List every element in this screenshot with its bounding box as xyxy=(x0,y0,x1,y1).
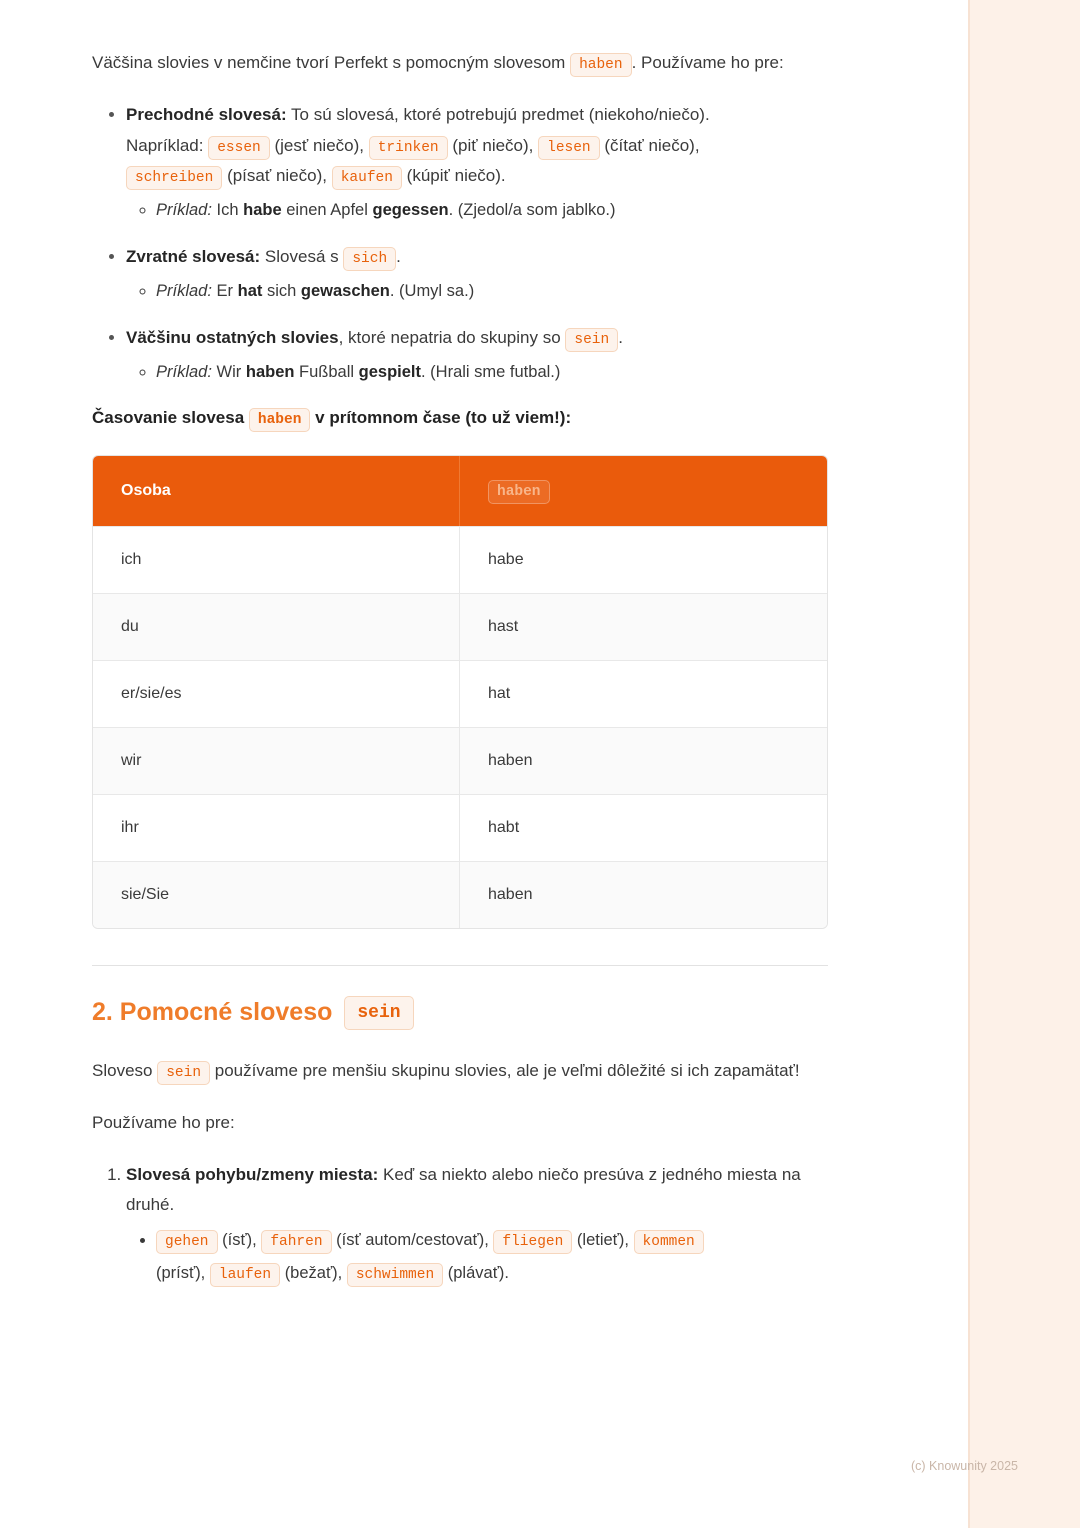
cell-form: habe xyxy=(460,526,827,593)
bullet-3-text-end: . xyxy=(618,328,623,348)
para1-after: používame pre menšiu skupinu slovies, ale je veľmi dôležité si ich zapamätať! xyxy=(214,1060,800,1080)
intro-text-after: . Používame ho pre: xyxy=(631,53,784,72)
conjugation-subheading xyxy=(92,404,828,433)
cell-person: ihr xyxy=(93,794,460,861)
bullet-2-text: Slovesá s xyxy=(264,247,339,267)
example-label: Príklad: xyxy=(156,201,212,220)
example-participle-3: gespielt xyxy=(358,362,421,381)
section-heading-text: 2. Pomocné sloveso xyxy=(92,998,333,1027)
example-participle-2: gewaschen xyxy=(300,282,390,301)
column-header-person: Osoba xyxy=(93,456,460,526)
keyword-haben-header: haben xyxy=(488,480,550,504)
intro-paragraph xyxy=(92,48,828,78)
gloss-kommen: (prísť), xyxy=(156,1264,206,1283)
sein-item-1-text: Keď sa niekto alebo niečo presúva z jedného miesta na druhé. xyxy=(126,1164,801,1215)
bullet-3-title: Väčšinu ostatných slovies xyxy=(126,328,339,348)
conjugation-table xyxy=(92,455,828,929)
section-heading-2 xyxy=(92,996,828,1030)
keyword-sich: sich xyxy=(343,247,396,271)
section2-paragraph-2: Používame ho pre: xyxy=(92,1113,235,1133)
keyword-essen: essen xyxy=(208,136,270,160)
bullet-2-title: Zvratné slovesá: xyxy=(126,247,261,267)
column-header-verb xyxy=(460,456,827,526)
intro-text-before: Väčšina slovies v nemčine tvorí Perfekt s pomocným slovesom xyxy=(92,53,566,72)
cell-person: ich xyxy=(93,526,460,593)
example-label: Príklad: xyxy=(156,362,212,381)
gloss-lesen: (čítať niečo), xyxy=(604,135,700,155)
list-item xyxy=(156,277,828,305)
cell-person: wir xyxy=(93,727,460,794)
bullet-3-text: , ktoré nepatria do skupiny so xyxy=(338,328,561,348)
page-side-strip xyxy=(968,0,1080,1528)
example-text-3: . (Zjedol/a som jablko.) xyxy=(448,201,616,220)
keyword-laufen: laufen xyxy=(210,1263,280,1287)
example-participle-1: gegessen xyxy=(372,201,449,220)
cell-form: hast xyxy=(460,593,827,660)
keyword-trinken: trinken xyxy=(369,136,448,160)
bullet-1-text: To sú slovesá, ktoré potrebujú predmet (niekoho/niečo). xyxy=(291,105,710,125)
table-row xyxy=(93,526,827,593)
sein-item-1-sublist xyxy=(126,1224,828,1290)
keyword-sein-inline: sein xyxy=(157,1061,210,1085)
table-row xyxy=(93,861,827,928)
list-item xyxy=(126,242,828,305)
para1-before: Sloveso xyxy=(92,1060,153,1080)
list-item xyxy=(126,1160,828,1291)
table-row xyxy=(93,794,827,861)
bullet-1-sublist xyxy=(126,196,828,224)
sein-usage-list xyxy=(92,1160,828,1291)
example-text-1: Ich xyxy=(216,201,244,220)
bullet-1-title: Prechodné slovesá: xyxy=(126,105,287,125)
example-verb-3: haben xyxy=(245,362,295,381)
table-body xyxy=(93,526,827,928)
section2-paragraph-1 xyxy=(92,1056,828,1086)
gloss-kaufen: (kúpiť niečo). xyxy=(406,166,506,186)
list-item xyxy=(126,100,828,224)
list-item xyxy=(156,196,828,224)
gloss-gehen: (ísť), xyxy=(222,1231,257,1250)
keyword-kaufen: kaufen xyxy=(332,166,402,190)
cell-form: haben xyxy=(460,861,827,928)
table-row xyxy=(93,593,827,660)
example-text-1: Wir xyxy=(216,362,246,381)
keyword-lesen: lesen xyxy=(538,136,600,160)
section-divider xyxy=(92,965,828,966)
cell-form: haben xyxy=(460,727,827,794)
copyright-notice: (c) Knowunity 2025 xyxy=(910,1459,1018,1473)
keyword-haben-subhead: haben xyxy=(249,408,311,432)
list-item xyxy=(126,323,828,386)
keyword-sein: sein xyxy=(565,328,618,352)
example-text-2: sich xyxy=(262,282,301,301)
cell-person: er/sie/es xyxy=(93,660,460,727)
table-row xyxy=(93,660,827,727)
keyword-gehen: gehen xyxy=(156,1230,218,1254)
cell-person: du xyxy=(93,593,460,660)
cell-form: hat xyxy=(460,660,827,727)
example-label: Príklad: xyxy=(156,282,212,301)
example-text-2: Fußball xyxy=(294,362,359,381)
cell-form: habt xyxy=(460,794,827,861)
keyword-schreiben: schreiben xyxy=(126,166,222,190)
keyword-fahren: fahren xyxy=(261,1230,331,1254)
list-item xyxy=(156,1224,828,1290)
example-text-3: . (Hrali sme futbal.) xyxy=(421,362,561,381)
gloss-fliegen: (letieť), xyxy=(576,1231,629,1250)
keyword-kommen: kommen xyxy=(634,1230,704,1254)
keyword-fliegen: fliegen xyxy=(493,1230,572,1254)
subhead-after: v prítomnom čase (to už viem!): xyxy=(315,407,572,427)
gloss-essen: (jesť niečo), xyxy=(274,135,364,155)
example-verb-2: hat xyxy=(237,282,263,301)
bullet-1-examples-prefix: Napríklad: xyxy=(126,135,204,155)
example-text-1: Er xyxy=(216,282,238,301)
gloss-schwimmen: (plávať). xyxy=(447,1264,509,1283)
cell-person: sie/Sie xyxy=(93,861,460,928)
keyword-sein-heading: sein xyxy=(344,996,413,1030)
gloss-trinken: (piť niečo), xyxy=(452,135,534,155)
bullet-3-sublist xyxy=(126,358,828,386)
example-text-3: . (Umyl sa.) xyxy=(389,282,475,301)
bullet-2-sublist xyxy=(126,277,828,305)
keyword-haben: haben xyxy=(570,53,632,77)
subhead-before: Časovanie slovesa xyxy=(92,407,245,427)
example-text-2: einen Apfel xyxy=(281,201,373,220)
table-head xyxy=(93,456,827,526)
list-item xyxy=(156,358,828,386)
bullet-2-text-end: . xyxy=(396,247,401,267)
usage-bullet-list xyxy=(92,100,828,386)
sein-item-1-title: Slovesá pohybu/zmeny miesta: xyxy=(126,1164,379,1184)
gloss-schreiben: (písať niečo), xyxy=(227,166,327,186)
gloss-fahren: (ísť autom/cestovať), xyxy=(336,1231,489,1250)
table-header-row xyxy=(93,456,827,526)
table-row xyxy=(93,727,827,794)
document-content xyxy=(92,48,828,1290)
example-verb-1: habe xyxy=(243,201,282,220)
keyword-schwimmen: schwimmen xyxy=(347,1263,443,1287)
gloss-laufen: (bežať), xyxy=(284,1264,343,1283)
